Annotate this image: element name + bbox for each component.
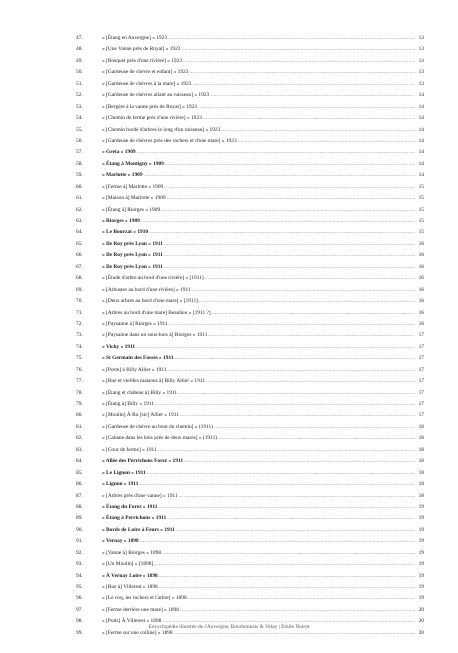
- toc-entry: [76, 590, 424, 601]
- entry-title: « Marlotte » 1909: [102, 172, 143, 179]
- dot-leader: [218, 436, 415, 441]
- dot-leader: [238, 139, 415, 144]
- toc-entry: [76, 236, 424, 247]
- entry-title: « Le Bourzat » 1910: [102, 229, 149, 236]
- entry-title: « Ile Roy près Lyon » 1911: [102, 252, 163, 259]
- entry-number: 76.: [76, 366, 83, 373]
- toc-entry: [76, 53, 424, 64]
- entry-number: 72.: [76, 320, 83, 327]
- entry-title: « [Ferme à] Marlotte » 1909: [102, 183, 164, 190]
- dot-leader: [189, 70, 415, 75]
- entry-title: « [Gardeuse de chèvres à la mare] » 1923: [102, 80, 192, 87]
- entry-title: « Lignon » 1911: [102, 481, 139, 488]
- entry-page-number: 18: [418, 492, 424, 499]
- entry-number: 85.: [76, 469, 83, 476]
- entry-number: 84.: [76, 458, 83, 465]
- toc-entry: [76, 64, 424, 75]
- entry-number: 99.: [76, 629, 83, 636]
- dot-leader: [147, 471, 415, 476]
- entry-page-number: 13: [418, 57, 424, 64]
- toc-entry: [76, 110, 424, 121]
- entry-page-number: 16: [418, 286, 424, 293]
- entry-number: 93.: [76, 561, 83, 568]
- entry-title: « À Vernay Loire » 1898: [102, 572, 158, 579]
- entry-number: 57.: [76, 149, 83, 156]
- table-of-contents: [76, 30, 424, 636]
- toc-entry: [76, 259, 424, 270]
- entry-page-number: 17: [418, 389, 424, 396]
- entry-number: 91.: [76, 538, 83, 545]
- entry-page-number: 16: [418, 240, 424, 247]
- dot-leader: [164, 265, 415, 270]
- dot-leader: [164, 185, 415, 190]
- entry-page-number: 18: [418, 423, 424, 430]
- dot-leader: [164, 253, 415, 258]
- entry-page-number: 17: [418, 343, 424, 350]
- toc-entry: [76, 327, 424, 338]
- entry-title: « [Gardeuse de chèvres près des rochers et d'une mare] » 1923: [102, 137, 237, 144]
- entry-number: 64.: [76, 229, 83, 236]
- dot-leader: [184, 459, 415, 464]
- entry-number: 87.: [76, 492, 83, 499]
- toc-entry: [76, 30, 424, 41]
- entry-page-number: 15: [418, 195, 424, 202]
- entry-number: 53.: [76, 103, 83, 110]
- toc-entry: [76, 465, 424, 476]
- entry-number: 63.: [76, 218, 83, 225]
- toc-entry: [76, 339, 424, 350]
- entry-title: « Vernay » 1898: [102, 538, 139, 545]
- entry-page-number: 14: [418, 149, 424, 156]
- entry-page-number: 14: [418, 92, 424, 99]
- entry-page-number: 20: [418, 629, 424, 636]
- entry-title: « [Chemin de ferme près d'une rivière] » 1923: [102, 115, 202, 122]
- entry-number: 75.: [76, 355, 83, 362]
- entry-number: 97.: [76, 606, 83, 613]
- entry-page-number: 18: [418, 446, 424, 453]
- toc-entry: [76, 522, 424, 533]
- entry-page-number: 19: [418, 549, 424, 556]
- toc-entry: [76, 305, 424, 316]
- dot-leader: [198, 105, 415, 110]
- toc-entry: [76, 247, 424, 258]
- entry-title: « St Germain des Fossés » 1911: [102, 355, 174, 362]
- entry-title: « [Bosquet près d'une rivière] » 1923: [102, 57, 183, 64]
- entry-title: « Bords de Loire à Feurs » 1911: [102, 526, 175, 533]
- toc-entry: [76, 556, 424, 567]
- dot-leader: [155, 402, 415, 407]
- entry-number: 68.: [76, 275, 83, 282]
- toc-entry: [76, 602, 424, 613]
- toc-entry: [76, 453, 424, 464]
- dot-leader: [168, 36, 415, 41]
- entry-page-number: 14: [418, 103, 424, 110]
- entry-title: « [Étang à] Billy » 1911: [102, 401, 155, 408]
- entry-title: « [Ferme sur une colline] » 1898: [102, 629, 173, 636]
- entry-title: « [Cabane dans les bois près de deux mares] » (1911): [102, 435, 218, 442]
- entry-title: « [Bergère à la vanne près de Royat] » 1923: [102, 103, 197, 110]
- toc-entry: [76, 442, 424, 453]
- entry-title: « [Chemin bordé d'arbres le long d'un ruisseau] » 1923: [102, 126, 221, 133]
- toc-entry: [76, 476, 424, 487]
- toc-entry: [76, 282, 424, 293]
- entry-number: 66.: [76, 252, 83, 259]
- toc-entry: [76, 41, 424, 52]
- entry-number: 92.: [76, 549, 83, 556]
- entry-number: 65.: [76, 240, 83, 247]
- entry-title: « [Puits] À Villerest » 1898: [102, 618, 162, 625]
- page-footer: Encyclopédie illustrée de l'Auvergne, Bourbonnais & Velay | Émile Noirot: [148, 624, 310, 630]
- entry-number: 49.: [76, 57, 83, 64]
- toc-entry: [76, 213, 424, 224]
- toc-entry: [76, 156, 424, 167]
- entry-page-number: 19: [418, 572, 424, 579]
- entry-page-number: 14: [418, 115, 424, 122]
- entry-page-number: 13: [418, 46, 424, 53]
- entry-title: « [Étang en Auvergne] » 1923: [102, 35, 168, 42]
- entry-title: « [Gardeuse de chèvre au bout du chemin] » (1911): [102, 423, 214, 430]
- entry-number: 47.: [76, 35, 83, 42]
- entry-number: 73.: [76, 332, 83, 339]
- entry-page-number: 18: [418, 481, 424, 488]
- entry-page-number: 13: [418, 69, 424, 76]
- dot-leader: [149, 230, 415, 235]
- toc-entry: [76, 316, 424, 327]
- dot-leader: [167, 368, 415, 373]
- entry-title: « Greta » 1909: [102, 149, 136, 156]
- entry-title: « [Gardeuse de chèvres allant au ruisseau] » 1923: [102, 92, 210, 99]
- entry-page-number: 17: [418, 332, 424, 339]
- toc-entry: [76, 533, 424, 544]
- dot-leader: [180, 413, 415, 418]
- dot-leader: [139, 482, 415, 487]
- entry-page-number: 17: [418, 412, 424, 419]
- dot-leader: [206, 379, 415, 384]
- entry-number: 56.: [76, 137, 83, 144]
- dot-leader: [176, 528, 415, 533]
- entry-page-number: 14: [418, 137, 424, 144]
- entry-number: 80.: [76, 412, 83, 419]
- dot-leader: [165, 162, 415, 167]
- entry-title: « [Gardeuse de chèvre et enfant] » 1923: [102, 69, 189, 76]
- entry-title: « [Maison à] Marlotte » 1909: [102, 195, 166, 202]
- entry-title: « Étang à Perrichons » 1911: [102, 515, 167, 522]
- entry-title: « [Paysanne à] Riorges » 1911: [102, 320, 168, 327]
- entry-number: 51.: [76, 80, 83, 87]
- entry-page-number: 20: [418, 618, 424, 625]
- dot-leader: [188, 596, 415, 601]
- dot-leader: [180, 608, 415, 613]
- toc-entry: [76, 430, 424, 441]
- dot-leader: [203, 116, 415, 121]
- entry-number: 77.: [76, 378, 83, 385]
- entry-page-number: 13: [418, 35, 424, 42]
- entry-title: « [Rue et vieilles maisons à] Billy Allier » 1911: [102, 378, 205, 385]
- entry-page-number: 14: [418, 160, 424, 167]
- entry-page-number: 18: [418, 469, 424, 476]
- entry-number: 59.: [76, 172, 83, 179]
- entry-title: « Vichy » 1911: [102, 343, 136, 350]
- entry-page-number: 17: [418, 355, 424, 362]
- dot-leader: [192, 288, 415, 293]
- toc-entry: [76, 579, 424, 590]
- toc-entry: [76, 419, 424, 430]
- entry-page-number: 14: [418, 126, 424, 133]
- toc-entry: [76, 224, 424, 235]
- dot-leader: [161, 208, 415, 213]
- toc-entry: [76, 76, 424, 87]
- entry-title: « [Une Vanne près de Royat] » 1923: [102, 46, 181, 53]
- toc-entry: [76, 545, 424, 556]
- dot-leader: [141, 219, 415, 224]
- entry-number: 96.: [76, 595, 83, 602]
- entry-title: « Ile Roy près Lyon » 1911: [102, 263, 163, 270]
- entry-number: 89.: [76, 515, 83, 522]
- entry-title: « Ile Roy près Lyon » 1911: [102, 240, 163, 247]
- dot-leader: [162, 551, 415, 556]
- entry-title: « [Étude d'arbre au bord d'une rivière] » [1911]: [102, 275, 204, 282]
- entry-page-number: 13: [418, 80, 424, 87]
- dot-leader: [159, 574, 415, 579]
- dot-leader: [183, 59, 415, 64]
- entry-number: 90.: [76, 526, 83, 533]
- entry-title: « [Arbustes au bord d'une rivière] » 1911: [102, 286, 191, 293]
- toc-entry: [76, 385, 424, 396]
- entry-title: « [Vanne à] Riorges » 1898: [102, 549, 162, 556]
- entry-page-number: 18: [418, 458, 424, 465]
- toc-entry: [76, 373, 424, 384]
- dot-leader: [144, 173, 415, 178]
- entry-page-number: 15: [418, 206, 424, 213]
- entry-page-number: 15: [418, 229, 424, 236]
- entry-page-number: 16: [418, 298, 424, 305]
- dot-leader: [208, 333, 415, 338]
- entry-title: « [Un Moulin] » [1898]: [102, 561, 154, 568]
- toc-entry: [76, 202, 424, 213]
- toc-entry: [76, 179, 424, 190]
- entry-title: « Allée des Perrichons Forez » 1911: [102, 458, 184, 465]
- entry-title: « Le Lignon » 1911: [102, 469, 146, 476]
- entry-number: 98.: [76, 618, 83, 625]
- entry-number: 62.: [76, 206, 83, 213]
- dot-leader: [193, 82, 415, 87]
- entry-number: 61.: [76, 195, 83, 202]
- entry-number: 67.: [76, 263, 83, 270]
- entry-number: 95.: [76, 584, 83, 591]
- toc-entry: [76, 99, 424, 110]
- dot-leader: [140, 539, 415, 544]
- dot-leader: [164, 242, 415, 247]
- dot-leader: [199, 299, 415, 304]
- entry-number: 78.: [76, 389, 83, 396]
- entry-number: 88.: [76, 503, 83, 510]
- toc-entry: [76, 144, 424, 155]
- entry-title: « [Étang à] Riorges » 1909: [102, 206, 161, 213]
- toc-entry: [76, 167, 424, 178]
- entry-number: 70.: [76, 298, 83, 305]
- entry-page-number: 17: [418, 401, 424, 408]
- entry-number: 71.: [76, 309, 83, 316]
- dot-leader: [154, 562, 415, 567]
- toc-entry: [76, 122, 424, 133]
- dot-leader: [212, 311, 415, 316]
- entry-title: « [Porte] à Billy Allier » 1911: [102, 366, 167, 373]
- entry-title: « [Deux arbres au bord d'une mare] » [1911]: [102, 298, 198, 305]
- dot-leader: [178, 391, 415, 396]
- toc-entry: [76, 270, 424, 281]
- entry-page-number: 19: [418, 538, 424, 545]
- dot-leader: [167, 516, 415, 521]
- entry-page-number: 15: [418, 218, 424, 225]
- dot-leader: [205, 276, 415, 281]
- entry-title: « [Moulin] À Ru [sic] Allier » 1911: [102, 412, 179, 419]
- entry-number: 79.: [76, 401, 83, 408]
- dot-leader: [179, 494, 415, 499]
- dot-leader: [158, 448, 415, 453]
- entry-number: 52.: [76, 92, 83, 99]
- dot-leader: [167, 196, 415, 201]
- toc-entry: [76, 362, 424, 373]
- entry-number: 54.: [76, 115, 83, 122]
- entry-page-number: 19: [418, 561, 424, 568]
- toc-entry: [76, 568, 424, 579]
- toc-entry: [76, 407, 424, 418]
- entry-page-number: 19: [418, 503, 424, 510]
- dot-leader: [210, 93, 415, 98]
- dot-leader: [169, 322, 415, 327]
- entry-title: « Riorges » 1909: [102, 218, 140, 225]
- entry-number: 83.: [76, 446, 83, 453]
- toc-entry: [76, 396, 424, 407]
- entry-number: 94.: [76, 572, 83, 579]
- dot-leader: [221, 128, 415, 133]
- entry-page-number: 16: [418, 252, 424, 259]
- dot-leader: [214, 425, 415, 430]
- entry-page-number: 17: [418, 366, 424, 373]
- entry-page-number: 19: [418, 584, 424, 591]
- toc-entry: [76, 510, 424, 521]
- toc-entry: [76, 499, 424, 510]
- entry-page-number: 15: [418, 183, 424, 190]
- dot-leader: [182, 47, 416, 52]
- entry-page-number: 19: [418, 515, 424, 522]
- entry-number: 81.: [76, 423, 83, 430]
- toc-entry: [76, 190, 424, 201]
- entry-number: 86.: [76, 481, 83, 488]
- toc-entry: [76, 350, 424, 361]
- dot-leader: [137, 150, 415, 155]
- entry-number: 58.: [76, 160, 83, 167]
- entry-page-number: 16: [418, 275, 424, 282]
- entry-number: 74.: [76, 343, 83, 350]
- entry-page-number: 18: [418, 435, 424, 442]
- dot-leader: [174, 631, 415, 636]
- entry-number: 60.: [76, 183, 83, 190]
- entry-page-number: 14: [418, 172, 424, 179]
- entry-title: « [Cour de ferme] » 1911: [102, 446, 157, 453]
- toc-entry: [76, 133, 424, 144]
- dot-leader: [159, 585, 415, 590]
- entry-title: « [Le coq, les rochers et l'arbre] » 1898: [102, 595, 187, 602]
- entry-number: 55.: [76, 126, 83, 133]
- entry-page-number: 20: [418, 606, 424, 613]
- entry-page-number: 17: [418, 378, 424, 385]
- entry-title: « [Rue à] Villerest » 1898: [102, 584, 158, 591]
- dot-leader: [158, 505, 415, 510]
- entry-number: 82.: [76, 435, 83, 442]
- entry-title: « Étang du Forez » 1911: [102, 503, 158, 510]
- entry-title: « [Arbres au bord d'une mare] Beaulieu » [1911 ?]: [102, 309, 211, 316]
- toc-entry: [76, 87, 424, 98]
- toc-entry: [76, 293, 424, 304]
- entry-title: « [Paysanne dans un sous-bois à] Riorges » 1911: [102, 332, 208, 339]
- entry-page-number: 16: [418, 320, 424, 327]
- entry-title: « [Arbres près d'une vanne] » 1911: [102, 492, 178, 499]
- toc-entry: [76, 488, 424, 499]
- entry-number: 69.: [76, 286, 83, 293]
- entry-title: « [Ferme derrière une mare] » 1898: [102, 606, 179, 613]
- entry-number: 48.: [76, 46, 83, 53]
- entry-title: « [Étang et château à] Billy » 1911: [102, 389, 178, 396]
- entry-page-number: 16: [418, 263, 424, 270]
- entry-page-number: 19: [418, 595, 424, 602]
- dot-leader: [175, 356, 415, 361]
- entry-page-number: 19: [418, 526, 424, 533]
- entry-page-number: 16: [418, 309, 424, 316]
- entry-title: « Étang à Montigny » 1909: [102, 160, 164, 167]
- dot-leader: [136, 345, 415, 350]
- entry-number: 50.: [76, 69, 83, 76]
